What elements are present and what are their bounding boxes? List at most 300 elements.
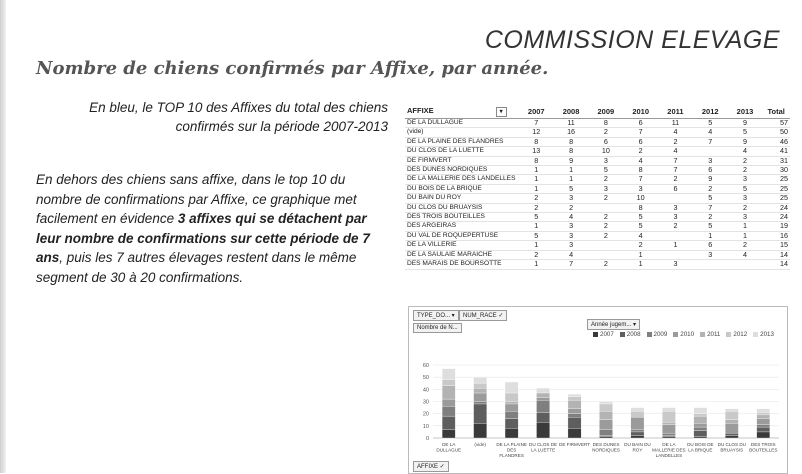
count-cell: 5 [693,119,728,128]
affixe-cell: DE LA SAULAIE MARAICHE [405,250,519,259]
bar-segment [725,423,738,433]
count-cell: 7 [519,119,554,128]
count-cell: 5 [623,213,658,222]
table-row [405,250,790,259]
column-header-label: 2010 [632,107,649,116]
bar-segment [694,437,707,438]
count-cell: 5 [588,166,623,175]
count-cell: 6 [693,241,728,250]
total-cell: 57 [762,119,790,128]
bar-segment [474,404,487,423]
bar-segment [568,414,581,418]
column-header-total [762,105,790,119]
table-body [405,119,790,270]
bar-segment [474,393,487,402]
count-cell: 2 [623,241,658,250]
count-cell: 8 [554,137,589,146]
column-header-label: 2011 [667,107,684,116]
x-tick-label: DU BOIS DE [687,442,714,447]
legend-label: 2007 [600,331,614,338]
legend-label: 2011 [707,331,721,338]
count-cell: 2 [728,166,763,175]
bar-segment [599,402,612,404]
bar-segment [631,429,644,431]
column-header-2010 [623,105,658,119]
total-cell: 25 [762,184,790,193]
count-cell: 2 [658,137,693,146]
count-cell: 13 [519,147,554,156]
legend-label: 2008 [626,331,641,338]
count-cell: 7 [693,203,728,212]
count-cell: 5 [554,184,589,193]
section-header: COMMISSION ELEVAGE [484,26,780,54]
count-cell: 8 [623,203,658,212]
column-header-label: 2007 [527,107,545,116]
x-tick-label: MALLERIE DES [652,447,686,453]
column-header-2012 [693,105,728,119]
count-cell: 1 [728,222,763,231]
count-cell: 1 [554,175,589,184]
count-cell: 1 [623,250,658,259]
x-tick-label: DES TROIS [750,442,776,447]
y-tick-label: 60 [422,363,429,369]
total-cell: 24 [762,213,790,222]
total-cell: 50 [762,128,790,137]
count-cell: 3 [588,156,623,165]
count-cell: 1 [519,166,554,175]
count-cell: 8 [588,119,623,128]
bar-segment [568,417,581,428]
count-cell: 2 [658,175,693,184]
count-cell: 2 [554,203,589,212]
x-tick-label: BOUTEILLES [749,447,778,453]
x-tick-label: ROY [632,447,643,453]
bar-segment [599,411,612,420]
bar-segment [757,425,770,427]
bar-segment [599,404,612,411]
count-cell: 8 [519,156,554,165]
count-cell: 3 [728,175,763,184]
affixe-cell: DE FIRMVERT [405,156,519,165]
bar-segment [505,404,518,411]
bar-segment [694,423,707,427]
table-row [405,128,790,137]
count-cell: 2 [519,250,554,259]
count-cell [588,241,623,250]
column-header-label: 2012 [701,107,719,116]
count-cell: 12 [519,128,554,137]
affixe-cell: DU CLOS DE LA LUETTE [405,147,519,156]
x-tick-label: DE LA [442,442,456,447]
total-cell: 30 [762,166,790,175]
bar-segment [474,383,487,388]
count-cell: 4 [554,213,589,222]
count-cell: 2 [693,213,728,222]
bar-segment [442,429,455,438]
count-cell: 6 [623,137,658,146]
count-cell: 2 [588,175,623,184]
count-cell: 2 [588,231,623,240]
count-cell: 5 [693,222,728,231]
x-tick-label: FLANDRES [499,453,524,459]
axis-filter-button[interactable]: AFFIXE ✓ [413,461,449,472]
affixe-cell: DU BOIS DE LA BRIQUE [405,184,519,193]
column-header-2009 [588,105,623,119]
count-cell: 3 [554,231,589,240]
bar-segment [568,409,581,414]
total-cell: 14 [762,250,790,259]
affixe-cell: DES ARGEIRAS [405,222,519,231]
bar-segment [757,412,770,414]
legend-label: 2013 [760,331,774,338]
table-row [405,213,790,222]
count-cell: 5 [519,213,554,222]
bar-segment [536,422,549,438]
bar-segment [694,427,707,431]
count-cell: 2 [588,213,623,222]
table-row [405,166,790,175]
affixe-cell: DES TROIS BOUTEILLES [405,213,519,222]
table-row [405,222,790,231]
count-cell: 1 [623,260,658,269]
bar-segment [505,428,518,438]
affixe-cell: DU CLOS DU BRUAYSIS [405,203,519,212]
count-cell: 10 [623,194,658,203]
table-row [405,231,790,240]
count-cell: 5 [728,184,763,193]
bar-segment [474,402,487,404]
paragraph-highlight: 3 affixes qui se détachent par leur nombre de confirmations sur cette période de 7 ans [36,211,370,265]
count-cell: 16 [554,128,589,137]
bar-segment [631,417,644,429]
bar-segment [662,411,675,422]
affixe-cell: DE LA DULLAGUE [405,119,519,128]
bar-segment [568,394,581,396]
count-cell: 3 [728,213,763,222]
count-cell: 7 [658,156,693,165]
count-cell: 3 [728,194,763,203]
bar-segment [757,432,770,438]
paragraph-text-1: En dehors des chiens sans affixe, dans le top 10 du nombre de confirmations par Affixe, ce graphique met facilement en évidence [36,172,357,226]
y-tick-label: 20 [422,411,429,418]
count-cell: 9 [554,156,589,165]
count-cell: 1 [519,175,554,184]
bar-segment [442,386,455,399]
count-cell: 1 [554,166,589,175]
affixe-cell: (vide) [405,128,519,137]
affixe-cell: DE LA VILLERIE [405,241,519,250]
bar-segment [725,436,738,438]
legend-label: 2010 [680,331,695,338]
count-cell: 11 [554,119,589,128]
bar-segment [694,414,707,416]
series-filter-button[interactable]: Année jugem... ▾ [587,319,640,330]
x-tick-label: DU BAIN DU [624,442,651,447]
count-cell: 1 [693,231,728,240]
y-tick-label: 30 [422,399,429,406]
count-cell: 9 [693,175,728,184]
bar-segment [662,408,675,412]
table-row [405,156,790,165]
count-cell: 2 [588,222,623,231]
bar-segment [536,398,549,400]
count-cell: 8 [519,137,554,146]
total-cell: 16 [762,231,790,240]
affixe-cell: DU BAIN DU ROY [405,194,519,203]
bar-segment [536,412,549,422]
table-row [405,119,790,128]
bar-segment [757,409,770,413]
count-cell: 1 [519,184,554,193]
column-header-label: 2009 [597,107,615,116]
count-cell: 2 [519,203,554,212]
table-header-row [405,105,790,119]
count-cell: 1 [519,222,554,231]
bar-segment [568,428,581,438]
count-cell: 1 [519,260,554,269]
bar-segment [599,436,612,437]
count-cell: 8 [623,166,658,175]
bar-segment [725,433,738,435]
x-tick-label: BRUAYSIS [720,447,744,453]
bar-segment [568,397,581,401]
count-cell: 8 [554,147,589,156]
table-row [405,147,790,156]
column-header-2007 [519,105,554,119]
count-cell: 7 [623,128,658,137]
bar-segment [662,433,675,435]
bar-segment [757,415,770,419]
count-cell: 7 [623,175,658,184]
count-cell: 6 [658,184,693,193]
x-tick-label: LANDELLES [655,453,683,459]
affixe-cell: DES DUNES NORDIQUES [405,166,519,175]
x-tick-label: DES DUNES [592,442,620,447]
filter-num-race-label: NUM_RACE [463,313,497,319]
bar-segment [662,437,675,438]
bar-segment [442,406,455,416]
count-cell [658,194,693,203]
bar-segment [631,411,644,417]
count-cell: 3 [658,260,693,269]
count-cell: 5 [623,222,658,231]
count-cell: 4 [693,128,728,137]
table-row [405,137,790,146]
count-cell: 4 [728,147,763,156]
count-cell [693,260,728,269]
page-title: Nombre de chiens confirmés par Affixe, par année. [36,58,549,79]
scan-edge [0,0,6,473]
column-header-label: Total [767,107,785,116]
bar-segment [662,422,675,424]
bar-segment [694,431,707,437]
count-cell: 1 [658,241,693,250]
count-cell: 2 [588,128,623,137]
bar-segment [631,408,644,412]
table-row [405,175,790,184]
x-tick-label: DU CLOS DU [717,442,746,447]
table-row [405,260,790,269]
bar-segment [442,416,455,429]
bar-segment [505,419,518,429]
bar-segment [757,419,770,425]
bar-segment [725,420,738,424]
x-tick-label: LA BRIQUE [688,447,713,453]
count-cell: 2 [519,194,554,203]
count-cell: 2 [623,147,658,156]
y-tick-label: 50 [422,375,429,382]
count-cell: 4 [658,147,693,156]
count-cell: 6 [693,166,728,175]
count-cell: 5 [693,194,728,203]
bar-segment [442,399,455,406]
column-header-label: 2013 [736,107,754,116]
x-tick-label: NORDIQUES [592,447,620,453]
count-cell: 6 [623,119,658,128]
count-cell: 3 [554,241,589,250]
total-cell: 15 [762,241,790,250]
filter-num-race[interactable]: NUM_RACE ✓ [459,310,507,321]
series-filter-label: Année jugem... [591,322,632,328]
count-cell: 3 [658,213,693,222]
x-tick-label: DE FIRMVERT [559,442,591,447]
count-cell [693,147,728,156]
count-cell: 3 [588,184,623,193]
total-cell: 46 [762,137,790,146]
bar-segment [536,400,549,412]
x-tick-label: (vide) [474,442,486,447]
count-cell: 5 [728,128,763,137]
count-cell: 3 [554,222,589,231]
chart-plot [409,307,787,473]
x-tick-label: DE LA PLAINE [496,442,527,447]
axis-filter-label: AFFIXE [417,464,439,470]
bar-segment [505,402,518,404]
pivot-table [405,105,790,295]
bar-segment [474,388,487,393]
count-cell: 2 [693,184,728,193]
count-cell: 2 [728,241,763,250]
legend-label: 2009 [653,331,668,338]
count-cell: 1 [519,241,554,250]
count-cell [728,260,763,269]
bar-segment [474,377,487,383]
y-tick-label: 10 [422,423,429,430]
bar-segment [599,420,612,430]
column-header-2013 [728,105,763,119]
bar-segment [568,400,581,409]
pivot-chart [408,306,788,474]
count-cell: 2 [588,194,623,203]
filter-dropdown-icon[interactable]: ▾ [496,107,507,117]
total-cell: 24 [762,203,790,212]
table-row [405,194,790,203]
affixe-cell: DE LA PLAINE DES FLANDRES [405,137,519,146]
value-field-label: Nombre de N... [417,325,458,331]
x-tick-label: DULLAGUE [436,447,462,453]
count-cell: 4 [623,231,658,240]
bar-segment [757,427,770,432]
count-cell: 7 [554,260,589,269]
bar-segment [694,408,707,414]
bar-segment [725,411,738,420]
legend-label: 2012 [733,331,748,338]
count-cell: 6 [588,137,623,146]
bar-segment [505,393,518,402]
bar-segment [474,423,487,438]
column-header-label: 2008 [562,107,580,116]
count-cell: 3 [658,203,693,212]
count-cell: 2 [728,203,763,212]
bar-segment [442,380,455,386]
paragraph-text-2: , puis les 7 autres élevages restent dans le même segment de 30 à 20 confirmations. [36,250,357,285]
bar-segment [442,369,455,380]
count-cell: 3 [693,250,728,259]
intro-text: En bleu, le TOP 10 des Affixes du total des chiens confirmés sur la période 2007-2013 [89,100,388,134]
x-tick-label: DES [506,447,517,453]
filter-type-doc[interactable]: TYPE_DO... ▾ [413,310,459,321]
column-header-2008 [554,105,589,119]
total-cell: 41 [762,147,790,156]
bar-segment [536,393,549,398]
bar-segment [505,382,518,393]
count-cell: 11 [658,119,693,128]
table-row [405,241,790,250]
filter-type-doc-label: TYPE_DO... [417,313,451,319]
bar-segment [599,437,612,438]
count-cell: 2 [658,222,693,231]
bar-segment [536,388,549,393]
count-cell: 4 [658,128,693,137]
count-cell: 9 [728,119,763,128]
analysis-paragraph [36,170,392,287]
total-cell: 25 [762,194,790,203]
count-cell: 1 [728,231,763,240]
count-cell: 4 [623,156,658,165]
bar-segment [599,429,612,435]
count-cell: 7 [693,137,728,146]
x-tick-label: DU CLOS DE [529,442,558,447]
count-cell: 9 [728,137,763,146]
bar-segment [662,425,675,434]
count-cell: 7 [658,166,693,175]
affixe-cell: DE LA MALLERIE DES LANDELLES [405,175,519,184]
bar-segment [505,411,518,418]
total-cell: 31 [762,156,790,165]
column-header-2011 [658,105,693,119]
total-cell: 25 [762,175,790,184]
count-cell: 4 [554,250,589,259]
table-row [405,184,790,193]
total-cell: 14 [762,260,790,269]
bar-segment [631,436,644,438]
affixe-cell: DES MARAIS DE BOURSOTTE [405,260,519,269]
bar-segment [694,416,707,423]
count-cell: 2 [728,156,763,165]
bar-segment [631,432,644,436]
y-tick-label: 40 [422,387,429,394]
count-cell: 4 [728,250,763,259]
count-cell: 2 [588,260,623,269]
y-tick-label: 0 [425,436,429,442]
count-cell: 3 [554,194,589,203]
x-tick-label: LA LUETTE [530,447,556,453]
column-header-affixe [405,105,519,119]
count-cell: 3 [623,184,658,193]
count-cell: 10 [588,147,623,156]
affixe-cell: DU VAL DE ROQUEPERTUSE [405,231,519,240]
total-cell: 19 [762,222,790,231]
